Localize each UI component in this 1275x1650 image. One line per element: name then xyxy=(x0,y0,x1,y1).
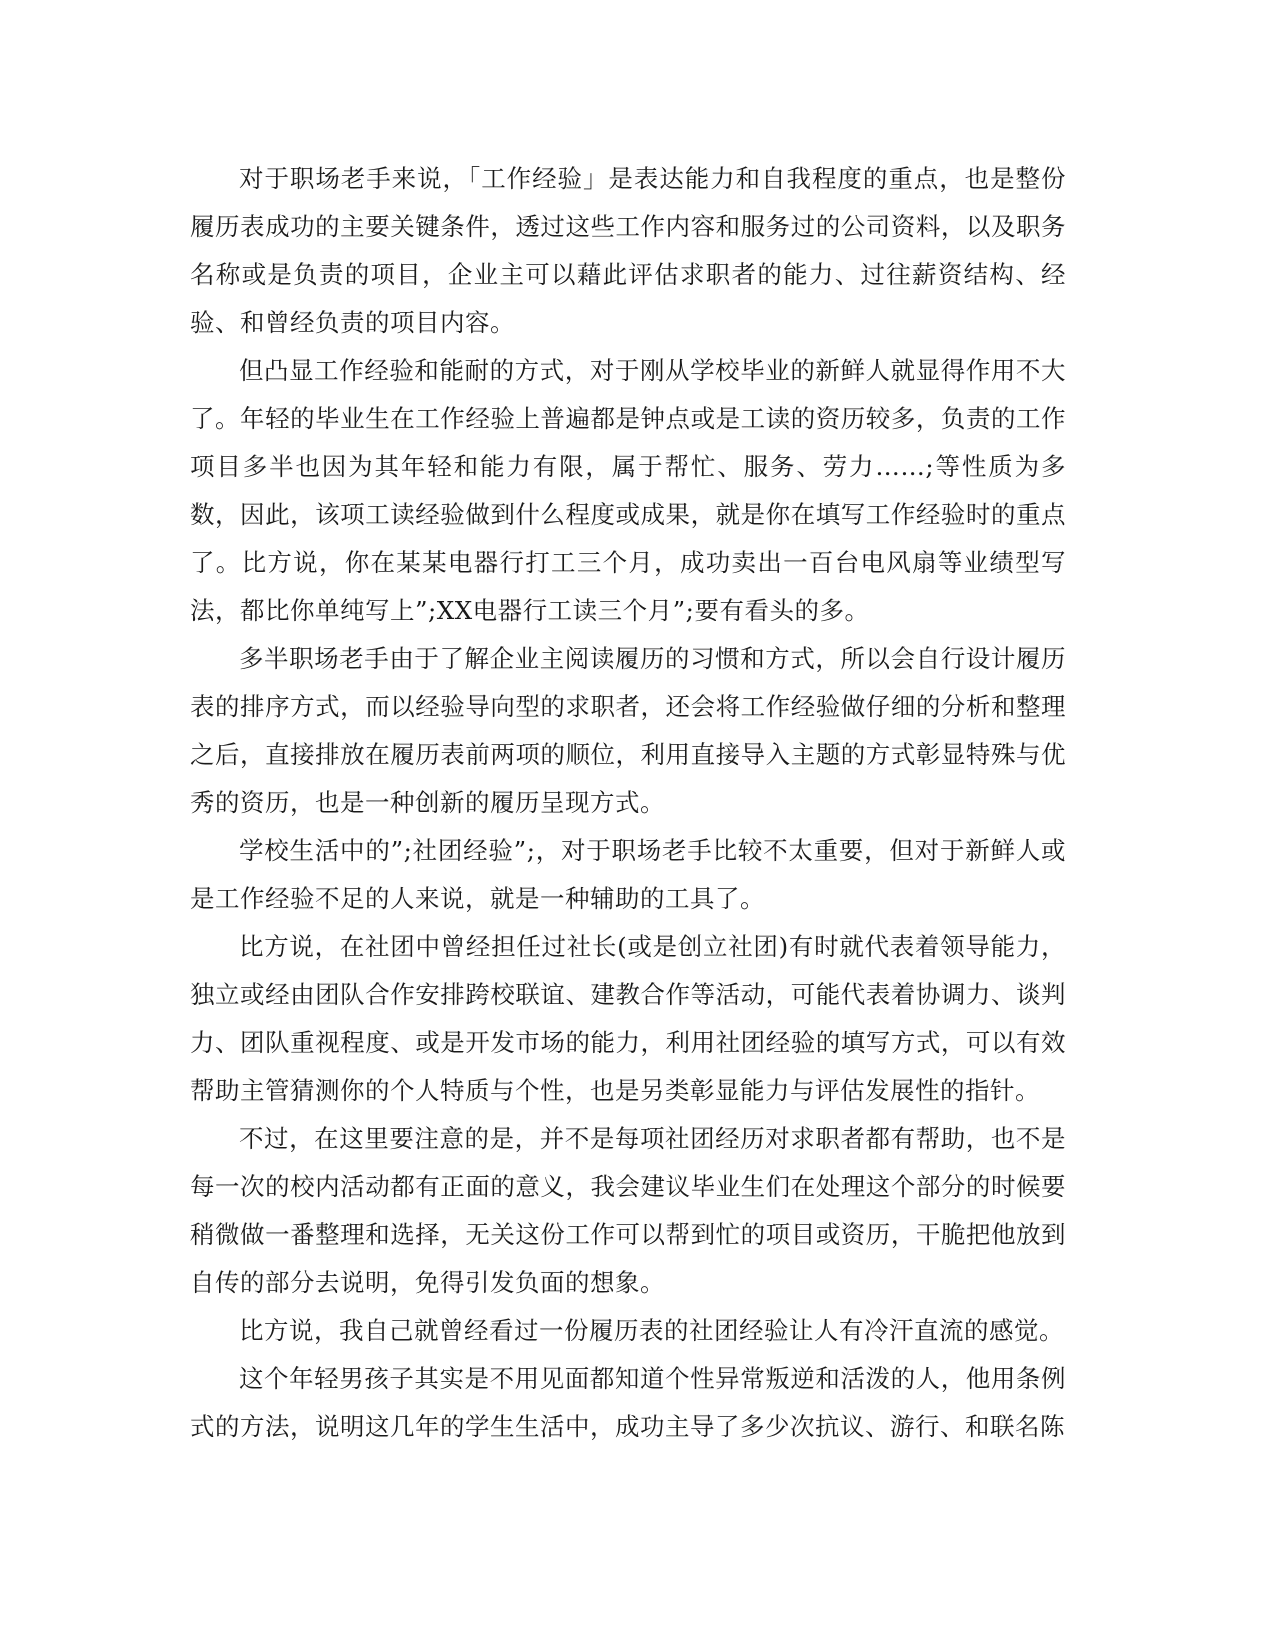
paragraph-work-experience: 对于职场老手来说，「工作经验」是表达能力和自我程度的重点，也是整份履历表成功的主要关键条件，透过这些工作内容和服务过的公司资料，以及职务名称或是负责的项目，企业主可以藉此评估求职者的能力、过往薪资结构、经验、和曾经负责的项目内容。 xyxy=(190,164,1066,337)
paragraph-anecdote-body: 这个年轻男孩子其实是不用见面都知道个性异常叛逆和活泼的人，他用条例式的方法，说明这几年的学生生活中，成功主导了多少次抗议、游行、和联名陈 xyxy=(190,1364,1066,1441)
paragraph-club-experience: 学校生活中的”;社团经验”;，对于职场老手比较不太重要，但对于新鲜人或是工作经验不足的人来说，就是一种辅助的工具了。 xyxy=(190,836,1066,913)
paragraph-anecdote-intro: 比方说，我自己就曾经看过一份履历表的社团经验让人有冷汗直流的感觉。 xyxy=(239,1316,1064,1345)
paragraph-graduate-experience: 但凸显工作经验和能耐的方式，对于刚从学校毕业的新鲜人就显得作用不大了。年轻的毕业生在工作经验上普遍都是钟点或是工读的资历较多，负责的工作项目多半也因为其年轻和能力有限，属于帮忙、服务、劳力……;等性质为多数，因此，该项工读经验做到什么程度或成果，就是你在填写工作经验时的重点了。比方说，你在某某电器行打工三个月，成功卖出一百台电风扇等业绩型写法，都比你单纯写上”;XX电器行工读三个月”;要有看头的多。 xyxy=(190,356,1066,625)
paragraph-caution: 不过，在这里要注意的是，并不是每项社团经历对求职者都有帮助，也不是每一次的校内活动都有正面的意义，我会建议毕业生们在处理这个部分的时候要稍微做一番整理和选择，无关这份工作可以帮到忙的项目或资历，干脆把他放到自传的部分去说明，免得引发负面的想象。 xyxy=(190,1124,1066,1297)
document-body xyxy=(190,155,1066,1451)
paragraph-resume-ordering: 多半职场老手由于了解企业主阅读履历的习惯和方式，所以会自行设计履历表的排序方式，而以经验导向型的求职者，还会将工作经验做仔细的分析和整理之后，直接排放在履历表前两项的顺位，利用直接导入主题的方式彰显特殊与优秀的资历，也是一种创新的履历呈现方式。 xyxy=(190,644,1066,817)
paragraph-club-example: 比方说，在社团中曾经担任过社长(或是创立社团)有时就代表着领导能力，独立或经由团队合作安排跨校联谊、建教合作等活动，可能代表着协调力、谈判力、团队重视程度、或是开发市场的能力，利用社团经验的填写方式，可以有效帮助主管猜测你的个人特质与个性，也是另类彰显能力与评估发展性的指针。 xyxy=(190,932,1066,1105)
